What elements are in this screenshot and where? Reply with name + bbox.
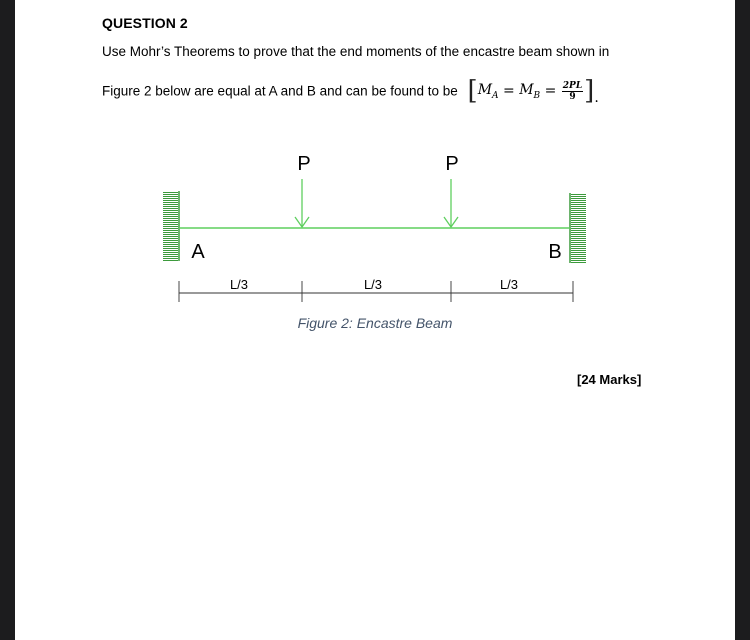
marks-label: [24 Marks] (577, 372, 642, 387)
span-label-1: L/3 (229, 277, 249, 292)
right-fixed-support (570, 193, 586, 263)
equals-sign-1: = (503, 83, 515, 99)
question-heading: QUESTION 2 (102, 15, 188, 31)
moment-a-subscript: A (492, 90, 499, 101)
fraction-denominator: 9 (569, 91, 576, 102)
load-arrow-left (295, 179, 309, 227)
span-label-2: L/3 (363, 277, 383, 292)
fraction-numerator: 2PL (562, 80, 583, 91)
figure-caption: Figure 2: Encastre Beam (297, 315, 453, 331)
load-label-left: P (297, 153, 311, 175)
encastre-beam-figure (15, 0, 735, 640)
equals-sign-2: = (544, 83, 557, 99)
question-text-line-1: Use Mohr’s Theorems to prove that the end moments of the encastre beam shown in (102, 44, 610, 59)
document-page (15, 0, 735, 640)
moment-b-subscript: B (533, 90, 541, 101)
question-text-line-2-text: Figure 2 below are equal at A and B and can be found to be (102, 83, 458, 99)
left-bracket: [ (467, 76, 478, 106)
formula-period: . (594, 90, 599, 106)
moment-a-symbol: M (477, 81, 493, 98)
support-label-b: B (548, 241, 562, 263)
load-arrow-right (444, 179, 458, 227)
load-label-right: P (445, 153, 459, 175)
support-label-a: A (191, 241, 205, 263)
right-bracket: ] (584, 76, 595, 106)
left-fixed-support (163, 191, 179, 261)
moment-b-symbol: M (519, 81, 534, 98)
span-label-3: L/3 (499, 277, 519, 292)
